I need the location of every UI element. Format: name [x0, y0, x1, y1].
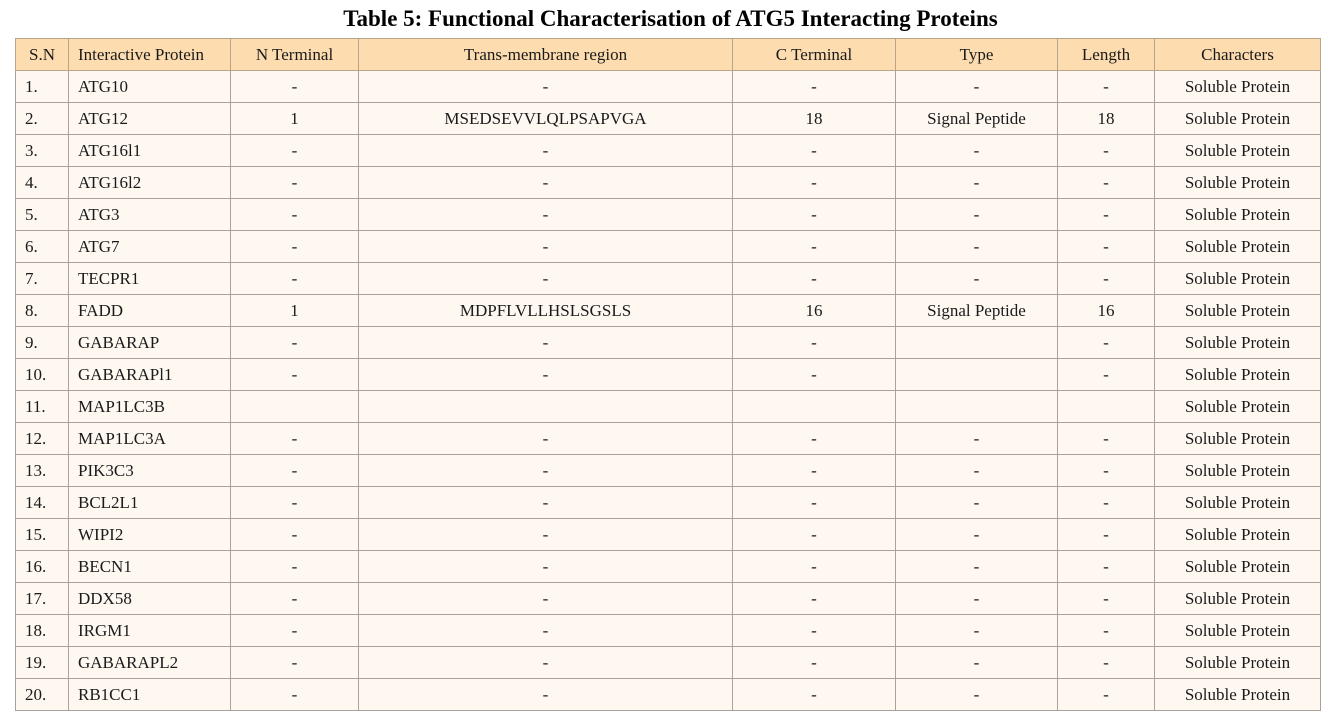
cell-type: -: [896, 455, 1058, 487]
col-header-type: Type: [896, 39, 1058, 71]
cell-n-terminal: 1: [231, 103, 359, 135]
col-header-c-terminal: C Terminal: [733, 39, 896, 71]
cell-characters: Soluble Protein: [1155, 615, 1321, 647]
cell-trans-membrane: -: [359, 359, 733, 391]
cell-interactive-protein: GABARAPl1: [69, 359, 231, 391]
table-row: [16, 359, 1321, 391]
table-row: [16, 103, 1321, 135]
cell-characters: Soluble Protein: [1155, 327, 1321, 359]
cell-interactive-protein: GABARAP: [69, 327, 231, 359]
cell-trans-membrane: -: [359, 679, 733, 711]
cell-trans-membrane: -: [359, 199, 733, 231]
cell-c-terminal: -: [733, 551, 896, 583]
cell-length: -: [1058, 327, 1155, 359]
cell-interactive-protein: ATG10: [69, 71, 231, 103]
cell-characters: Soluble Protein: [1155, 487, 1321, 519]
cell-c-terminal: -: [733, 647, 896, 679]
cell-sn: 15.: [16, 519, 69, 551]
cell-characters: Soluble Protein: [1155, 71, 1321, 103]
cell-c-terminal: [733, 391, 896, 423]
cell-sn: 3.: [16, 135, 69, 167]
cell-c-terminal: -: [733, 167, 896, 199]
cell-interactive-protein: MAP1LC3B: [69, 391, 231, 423]
cell-n-terminal: -: [231, 359, 359, 391]
cell-length: -: [1058, 263, 1155, 295]
cell-sn: 2.: [16, 103, 69, 135]
cell-trans-membrane: -: [359, 647, 733, 679]
table-row: [16, 391, 1321, 423]
cell-trans-membrane: -: [359, 231, 733, 263]
cell-characters: Soluble Protein: [1155, 167, 1321, 199]
cell-n-terminal: -: [231, 263, 359, 295]
cell-sn: 6.: [16, 231, 69, 263]
cell-c-terminal: -: [733, 263, 896, 295]
table-row: [16, 231, 1321, 263]
cell-type: -: [896, 199, 1058, 231]
cell-type: -: [896, 519, 1058, 551]
cell-type: -: [896, 679, 1058, 711]
col-header-sn: S.N: [16, 39, 69, 71]
cell-type: -: [896, 583, 1058, 615]
cell-type: [896, 327, 1058, 359]
cell-interactive-protein: ATG3: [69, 199, 231, 231]
cell-c-terminal: -: [733, 455, 896, 487]
table-title: Table 5: Functional Characterisation of ATG5 Interacting Proteins: [343, 6, 998, 31]
cell-c-terminal: -: [733, 679, 896, 711]
cell-trans-membrane: MSEDSEVVLQLPSAPVGA: [359, 103, 733, 135]
cell-characters: Soluble Protein: [1155, 359, 1321, 391]
cell-characters: Soluble Protein: [1155, 647, 1321, 679]
cell-length: -: [1058, 71, 1155, 103]
cell-length: -: [1058, 423, 1155, 455]
cell-type: -: [896, 263, 1058, 295]
cell-sn: 14.: [16, 487, 69, 519]
table-row: [16, 519, 1321, 551]
cell-trans-membrane: -: [359, 167, 733, 199]
cell-n-terminal: -: [231, 167, 359, 199]
cell-type: -: [896, 487, 1058, 519]
cell-interactive-protein: PIK3C3: [69, 455, 231, 487]
cell-interactive-protein: RB1CC1: [69, 679, 231, 711]
cell-characters: Soluble Protein: [1155, 231, 1321, 263]
cell-n-terminal: -: [231, 135, 359, 167]
table-row: [16, 679, 1321, 711]
cell-trans-membrane: -: [359, 71, 733, 103]
cell-type: -: [896, 647, 1058, 679]
cell-n-terminal: -: [231, 327, 359, 359]
cell-type: -: [896, 615, 1058, 647]
cell-length: -: [1058, 231, 1155, 263]
cell-trans-membrane: -: [359, 615, 733, 647]
cell-interactive-protein: ATG7: [69, 231, 231, 263]
table-row: [16, 135, 1321, 167]
cell-length: -: [1058, 487, 1155, 519]
cell-trans-membrane: -: [359, 135, 733, 167]
col-header-characters: Characters: [1155, 39, 1321, 71]
cell-interactive-protein: ATG16l1: [69, 135, 231, 167]
cell-c-terminal: -: [733, 487, 896, 519]
cell-characters: Soluble Protein: [1155, 391, 1321, 423]
col-header-interactive-protein: Interactive Protein: [69, 39, 231, 71]
cell-sn: 10.: [16, 359, 69, 391]
cell-n-terminal: [231, 391, 359, 423]
cell-sn: 5.: [16, 199, 69, 231]
cell-sn: 4.: [16, 167, 69, 199]
cell-length: -: [1058, 647, 1155, 679]
cell-length: -: [1058, 167, 1155, 199]
cell-n-terminal: -: [231, 71, 359, 103]
protein-table: [15, 38, 1321, 711]
cell-characters: Soluble Protein: [1155, 103, 1321, 135]
cell-length: 16: [1058, 295, 1155, 327]
cell-interactive-protein: ATG16l2: [69, 167, 231, 199]
cell-interactive-protein: FADD: [69, 295, 231, 327]
cell-length: -: [1058, 551, 1155, 583]
cell-length: -: [1058, 583, 1155, 615]
cell-characters: Soluble Protein: [1155, 679, 1321, 711]
cell-length: -: [1058, 615, 1155, 647]
cell-n-terminal: -: [231, 551, 359, 583]
cell-c-terminal: -: [733, 423, 896, 455]
table-row: [16, 583, 1321, 615]
cell-trans-membrane: -: [359, 423, 733, 455]
cell-sn: 20.: [16, 679, 69, 711]
table-header-row: [16, 39, 1321, 71]
cell-n-terminal: -: [231, 583, 359, 615]
cell-length: -: [1058, 135, 1155, 167]
cell-n-terminal: 1: [231, 295, 359, 327]
cell-length: -: [1058, 519, 1155, 551]
cell-characters: Soluble Protein: [1155, 519, 1321, 551]
cell-sn: 13.: [16, 455, 69, 487]
cell-sn: 17.: [16, 583, 69, 615]
cell-interactive-protein: ATG12: [69, 103, 231, 135]
cell-sn: 16.: [16, 551, 69, 583]
cell-n-terminal: -: [231, 231, 359, 263]
cell-sn: 12.: [16, 423, 69, 455]
table-row: [16, 263, 1321, 295]
cell-interactive-protein: GABARAPL2: [69, 647, 231, 679]
col-header-n-terminal: N Terminal: [231, 39, 359, 71]
cell-c-terminal: -: [733, 583, 896, 615]
cell-characters: Soluble Protein: [1155, 199, 1321, 231]
cell-characters: Soluble Protein: [1155, 263, 1321, 295]
cell-type: Signal Peptide: [896, 295, 1058, 327]
cell-c-terminal: 16: [733, 295, 896, 327]
cell-sn: 11.: [16, 391, 69, 423]
cell-n-terminal: -: [231, 519, 359, 551]
cell-c-terminal: -: [733, 199, 896, 231]
cell-characters: Soluble Protein: [1155, 583, 1321, 615]
cell-characters: Soluble Protein: [1155, 455, 1321, 487]
cell-type: [896, 359, 1058, 391]
cell-sn: 19.: [16, 647, 69, 679]
cell-trans-membrane: -: [359, 551, 733, 583]
cell-trans-membrane: -: [359, 487, 733, 519]
cell-trans-membrane: -: [359, 327, 733, 359]
cell-sn: 7.: [16, 263, 69, 295]
cell-sn: 9.: [16, 327, 69, 359]
cell-c-terminal: -: [733, 135, 896, 167]
cell-length: -: [1058, 359, 1155, 391]
cell-c-terminal: -: [733, 615, 896, 647]
cell-type: -: [896, 167, 1058, 199]
cell-type: Signal Peptide: [896, 103, 1058, 135]
cell-type: -: [896, 71, 1058, 103]
cell-interactive-protein: TECPR1: [69, 263, 231, 295]
cell-interactive-protein: DDX58: [69, 583, 231, 615]
cell-type: [896, 391, 1058, 423]
cell-trans-membrane: -: [359, 263, 733, 295]
cell-c-terminal: -: [733, 519, 896, 551]
table-row: [16, 423, 1321, 455]
cell-trans-membrane: [359, 391, 733, 423]
cell-c-terminal: -: [733, 327, 896, 359]
table-row: [16, 455, 1321, 487]
cell-length: -: [1058, 679, 1155, 711]
cell-sn: 18.: [16, 615, 69, 647]
cell-length: 18: [1058, 103, 1155, 135]
table-row: [16, 295, 1321, 327]
cell-length: -: [1058, 455, 1155, 487]
cell-characters: Soluble Protein: [1155, 423, 1321, 455]
cell-c-terminal: 18: [733, 103, 896, 135]
cell-type: -: [896, 423, 1058, 455]
cell-n-terminal: -: [231, 647, 359, 679]
cell-type: -: [896, 231, 1058, 263]
cell-characters: Soluble Protein: [1155, 135, 1321, 167]
cell-n-terminal: -: [231, 455, 359, 487]
cell-trans-membrane: MDPFLVLLHSLSGSLS: [359, 295, 733, 327]
cell-characters: Soluble Protein: [1155, 551, 1321, 583]
cell-n-terminal: -: [231, 487, 359, 519]
cell-n-terminal: -: [231, 615, 359, 647]
cell-interactive-protein: BECN1: [69, 551, 231, 583]
cell-interactive-protein: MAP1LC3A: [69, 423, 231, 455]
table-row: [16, 551, 1321, 583]
cell-trans-membrane: -: [359, 519, 733, 551]
cell-c-terminal: -: [733, 71, 896, 103]
cell-characters: Soluble Protein: [1155, 295, 1321, 327]
table-row: [16, 615, 1321, 647]
table-row: [16, 647, 1321, 679]
cell-trans-membrane: -: [359, 455, 733, 487]
table-row: [16, 327, 1321, 359]
table-row: [16, 487, 1321, 519]
cell-c-terminal: -: [733, 231, 896, 263]
cell-n-terminal: -: [231, 423, 359, 455]
cell-length: -: [1058, 199, 1155, 231]
cell-type: -: [896, 551, 1058, 583]
cell-sn: 8.: [16, 295, 69, 327]
cell-length: [1058, 391, 1155, 423]
col-header-trans-membrane: Trans-membrane region: [359, 39, 733, 71]
cell-sn: 1.: [16, 71, 69, 103]
table-row: [16, 71, 1321, 103]
cell-interactive-protein: WIPI2: [69, 519, 231, 551]
cell-interactive-protein: BCL2L1: [69, 487, 231, 519]
cell-c-terminal: -: [733, 359, 896, 391]
cell-trans-membrane: -: [359, 583, 733, 615]
cell-interactive-protein: IRGM1: [69, 615, 231, 647]
cell-n-terminal: -: [231, 199, 359, 231]
table-row: [16, 167, 1321, 199]
table-body: [16, 71, 1321, 711]
cell-n-terminal: -: [231, 679, 359, 711]
table-row: [16, 199, 1321, 231]
cell-type: -: [896, 135, 1058, 167]
col-header-length: Length: [1058, 39, 1155, 71]
